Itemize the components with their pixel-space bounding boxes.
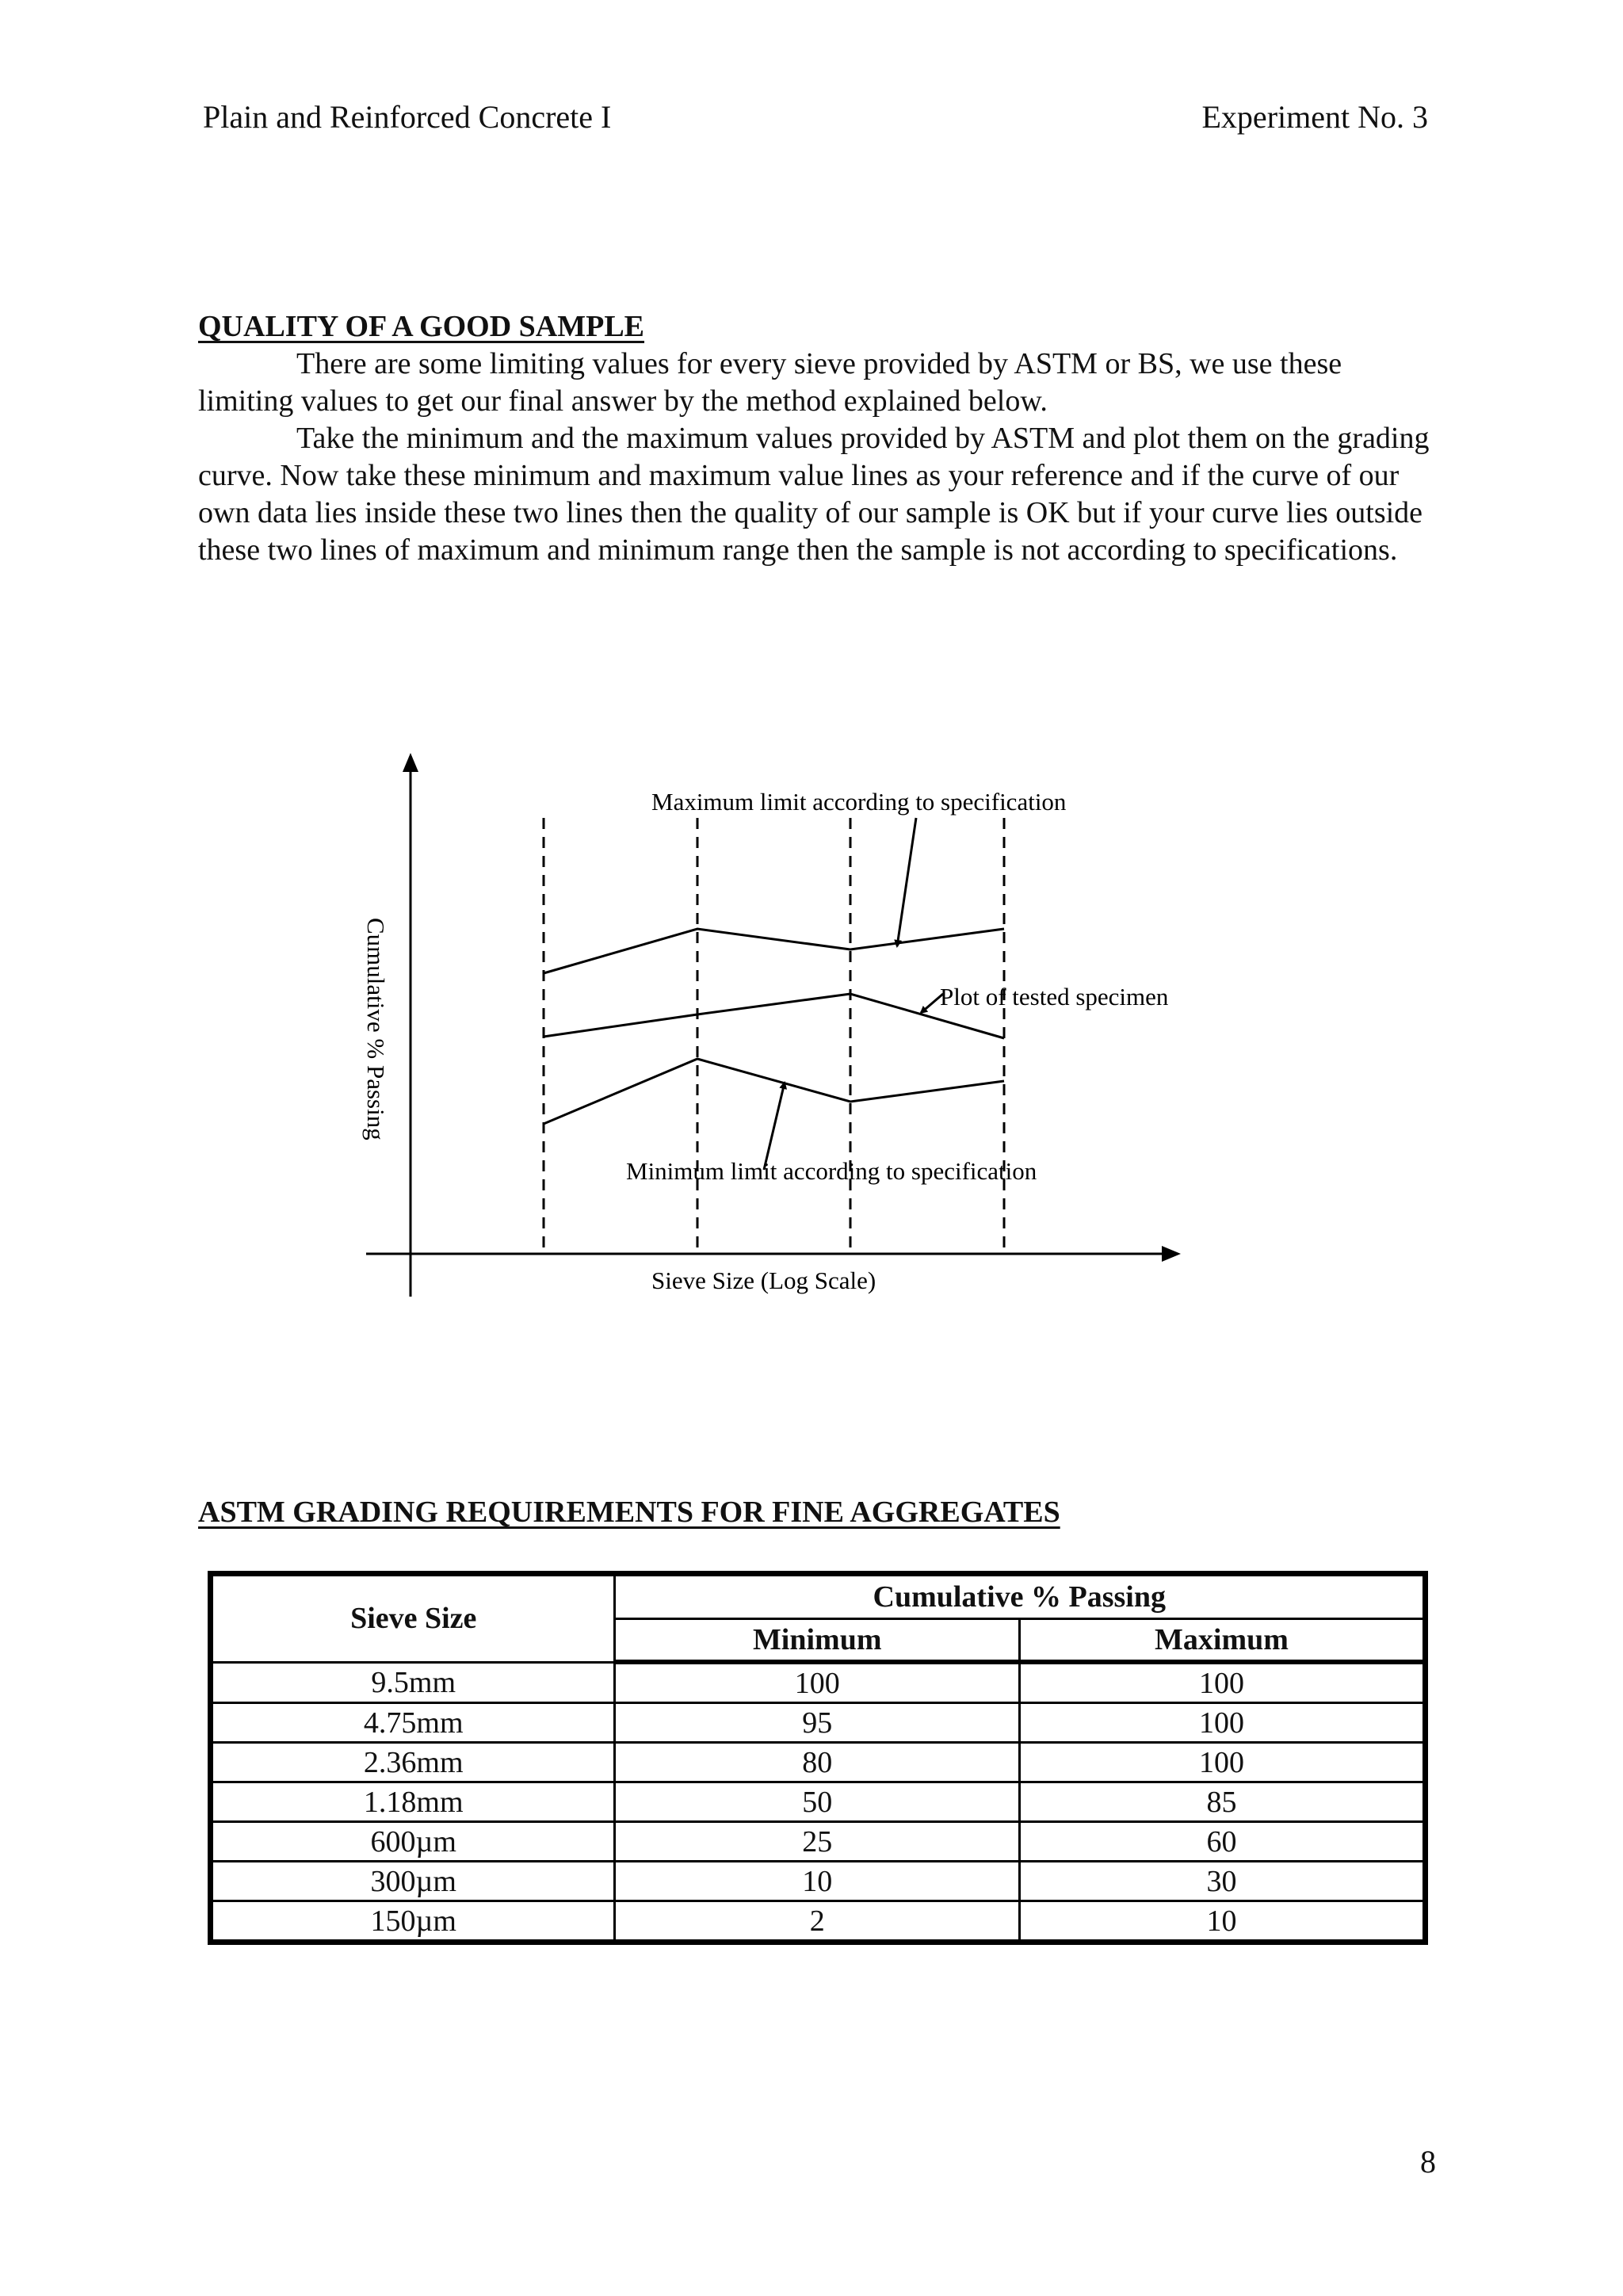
- table-row: [211, 1901, 1426, 1943]
- cell-sieve-size: 1.18mm: [211, 1782, 615, 1822]
- header-course-title: Plain and Reinforced Concrete I: [203, 99, 612, 135]
- maximum-limit-curve: [544, 929, 1004, 973]
- min-limit-label: Minimum limit according to specification: [626, 1157, 1037, 1185]
- cell-maximum: 30: [1019, 1862, 1425, 1901]
- y-axis-arrowhead: [403, 753, 418, 772]
- cell-sieve-size: 2.36mm: [211, 1743, 615, 1782]
- x-axis-label: Sieve Size (Log Scale): [651, 1266, 876, 1294]
- cell-sieve-size: 600µm: [211, 1822, 615, 1862]
- cell-sieve-size: 300µm: [211, 1862, 615, 1901]
- cell-minimum: 100: [615, 1662, 1019, 1703]
- page-number: 8: [1420, 2144, 1436, 2179]
- cell-minimum: 2: [615, 1901, 1019, 1943]
- x-axis-arrowhead: [1162, 1246, 1181, 1262]
- table-row: [211, 1662, 1426, 1703]
- cell-maximum: 100: [1019, 1743, 1425, 1782]
- section-title-astm-grading: ASTM GRADING REQUIREMENTS FOR FINE AGGREGATES: [198, 1496, 1060, 1529]
- specimen-label: Plot of tested specimen: [940, 983, 1169, 1010]
- cell-maximum: 100: [1019, 1662, 1425, 1703]
- cell-minimum: 25: [615, 1822, 1019, 1862]
- table-row: [211, 1862, 1426, 1901]
- cell-sieve-size: 4.75mm: [211, 1703, 615, 1743]
- paragraph-method-text: Take the minimum and the maximum values provided by ASTM and plot them on the grading curve. Now take these minimum and maximum value lines as your reference and if the curve of our own data lies inside these two lines then the quality of our sample is OK but if your curve lies outside these two lines of maximum and minimum range then the sample is not according to specifications.: [198, 422, 1430, 567]
- section-title-quality: QUALITY OF A GOOD SAMPLE: [198, 310, 645, 343]
- cell-minimum: 50: [615, 1782, 1019, 1822]
- table-row: [211, 1703, 1426, 1743]
- cell-minimum: 10: [615, 1862, 1019, 1901]
- col-header-maximum: Maximum: [1019, 1619, 1425, 1663]
- table-row: [211, 1822, 1426, 1862]
- grading-table-body: [211, 1662, 1426, 1943]
- cell-minimum: 95: [615, 1703, 1019, 1743]
- col-header-sieve-size: Sieve Size: [211, 1574, 615, 1663]
- cell-minimum: 80: [615, 1743, 1019, 1782]
- table-row: [211, 1782, 1426, 1822]
- cell-maximum: 60: [1019, 1822, 1425, 1862]
- astm-grading-table: [208, 1571, 1428, 1945]
- minimum-limit-curve: [544, 1059, 1004, 1124]
- max-limit-label: Maximum limit according to specification: [651, 788, 1067, 816]
- cell-maximum: 85: [1019, 1782, 1425, 1822]
- y-axis-label: Cumulative % Passing: [362, 918, 390, 1140]
- col-header-minimum: Minimum: [615, 1619, 1019, 1663]
- cell-sieve-size: 9.5mm: [211, 1662, 615, 1703]
- max-label-pointer: [897, 818, 916, 946]
- cell-maximum: 10: [1019, 1901, 1425, 1943]
- paragraph-limiting-values-text: There are some limiting values for every sieve provided by ASTM or BS, we use these limiting values to get our final answer by the method explained below.: [198, 347, 1342, 418]
- cell-maximum: 100: [1019, 1703, 1425, 1743]
- sieve-gridlines: [544, 818, 1004, 1251]
- table-row: [211, 1743, 1426, 1782]
- cell-sieve-size: 150µm: [211, 1901, 615, 1943]
- header-experiment-number: Experiment No. 3: [1201, 99, 1428, 135]
- col-header-cumulative-passing: Cumulative % Passing: [615, 1574, 1426, 1619]
